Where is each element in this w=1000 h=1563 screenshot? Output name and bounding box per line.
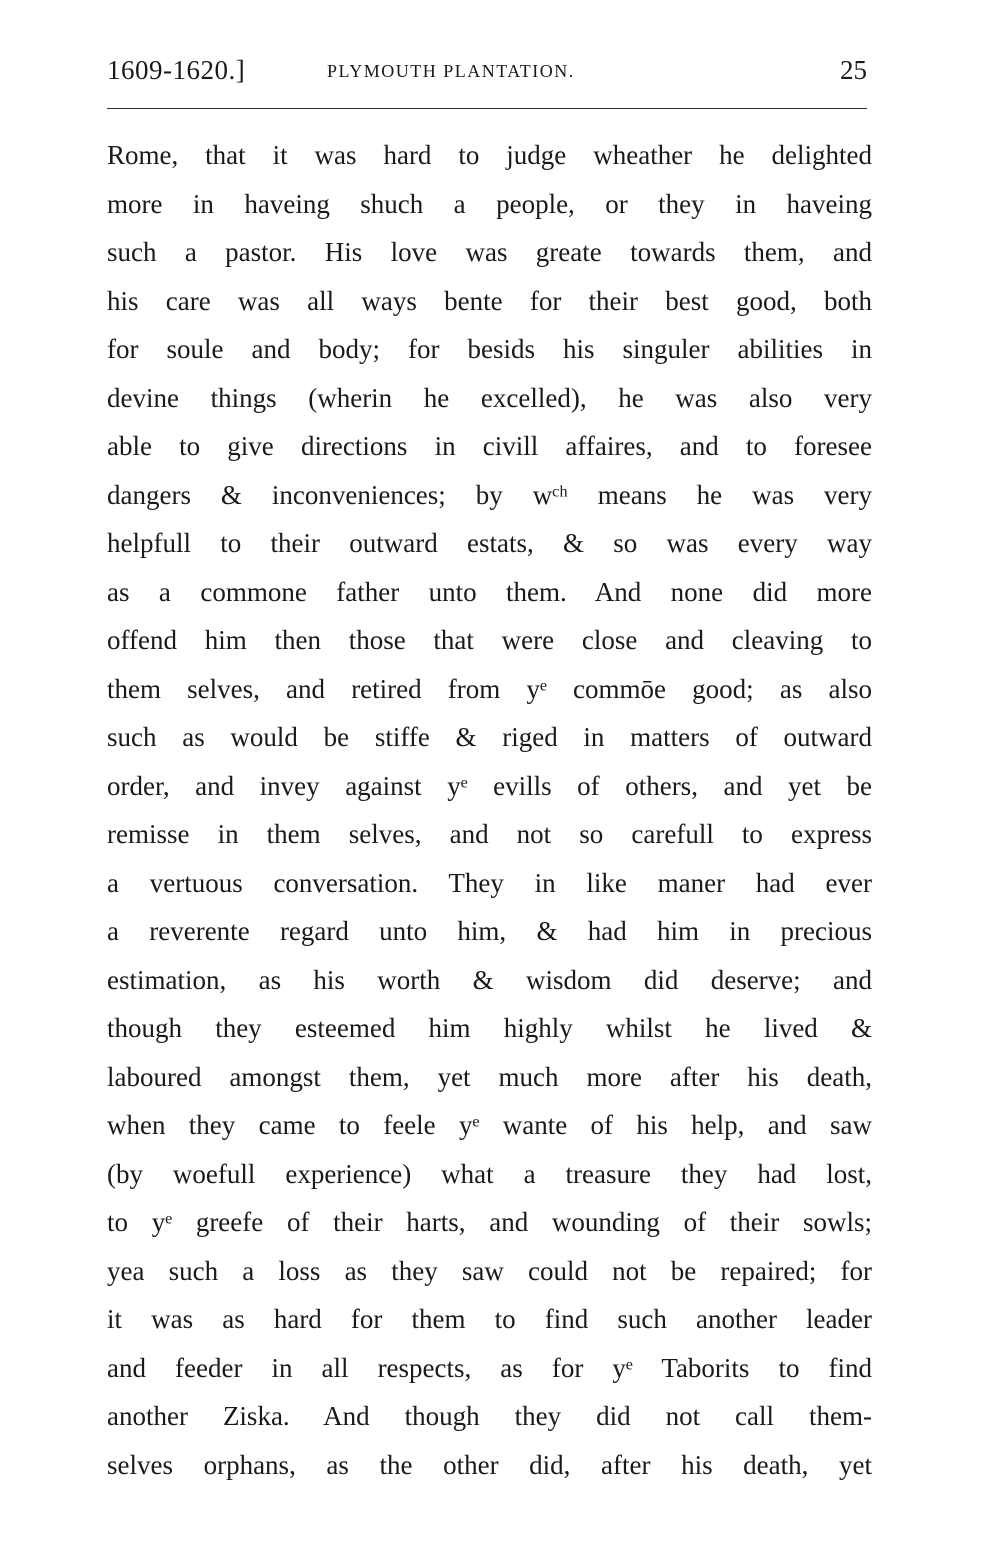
header-title: PLYMOUTH PLANTATION. xyxy=(327,61,575,81)
text-line: devine things (wherin he excelled), he was also very xyxy=(107,382,872,413)
text-line: estimation, as his worth & wisdom did deserve; and xyxy=(107,964,872,995)
text-line: Rome, that it was hard to judge wheather he delighted xyxy=(107,140,872,170)
text-line: them selves, and retired from yᵉ commōe good; as also xyxy=(107,673,872,704)
text-line: order, and invey against yᵉ evills of others, and yet be xyxy=(107,770,872,801)
text-line: (by woefull experience) what a treasure they had lost, xyxy=(107,1158,872,1189)
header-date-range: 1609-1620.] xyxy=(107,55,246,85)
text-line: when they came to feele yᵉ wante of his help, and saw xyxy=(107,1110,872,1140)
body-text xyxy=(107,131,872,1489)
page-number: 25 xyxy=(840,55,867,85)
header-rule xyxy=(107,108,867,109)
text-line: yea such a loss as they saw could not be repaired; for xyxy=(107,1255,872,1286)
text-line: it was as hard for them to find such another leader xyxy=(107,1304,872,1334)
text-line: his care was all ways bente for their best good, both xyxy=(107,285,872,316)
text-line: as a commone father unto them. And none did more xyxy=(107,576,872,607)
running-header xyxy=(107,55,867,95)
text-line: such a pastor. His love was greate towards them, and xyxy=(107,237,872,267)
text-line: such as would be stiffe & riged in matters of outward xyxy=(107,722,872,752)
text-line: able to give directions in civill affaires, and to foresee xyxy=(107,431,872,461)
text-line: selves orphans, as the other did, after his death, yet xyxy=(107,1449,872,1480)
text-line: remisse in them selves, and not so carefull to express xyxy=(107,819,872,849)
text-line: and feeder in all respects, as for yᵉ Taborits to find xyxy=(107,1352,872,1383)
text-line: helpfull to their outward estats, & so was every way xyxy=(107,528,872,558)
text-line: to yᵉ greefe of their harts, and wounding of their sowls; xyxy=(107,1207,872,1237)
text-line: offend him then those that were close and cleaving to xyxy=(107,625,872,655)
text-line: more in haveing shuch a people, or they in haveing xyxy=(107,188,872,219)
text-line: a vertuous conversation. They in like maner had ever xyxy=(107,867,872,898)
text-line: for soule and body; for besids his singuler abilities in xyxy=(107,334,872,364)
text-line: laboured amongst them, yet much more after his death, xyxy=(107,1061,872,1092)
text-line: another Ziska. And though they did not call them- xyxy=(107,1401,872,1431)
text-line: a reverente regard unto him, & had him in precious xyxy=(107,916,872,946)
text-line: dangers & inconveniences; by wᶜʰ means he was very xyxy=(107,479,872,510)
text-line: though they esteemed him highly whilst he lived & xyxy=(107,1013,872,1043)
